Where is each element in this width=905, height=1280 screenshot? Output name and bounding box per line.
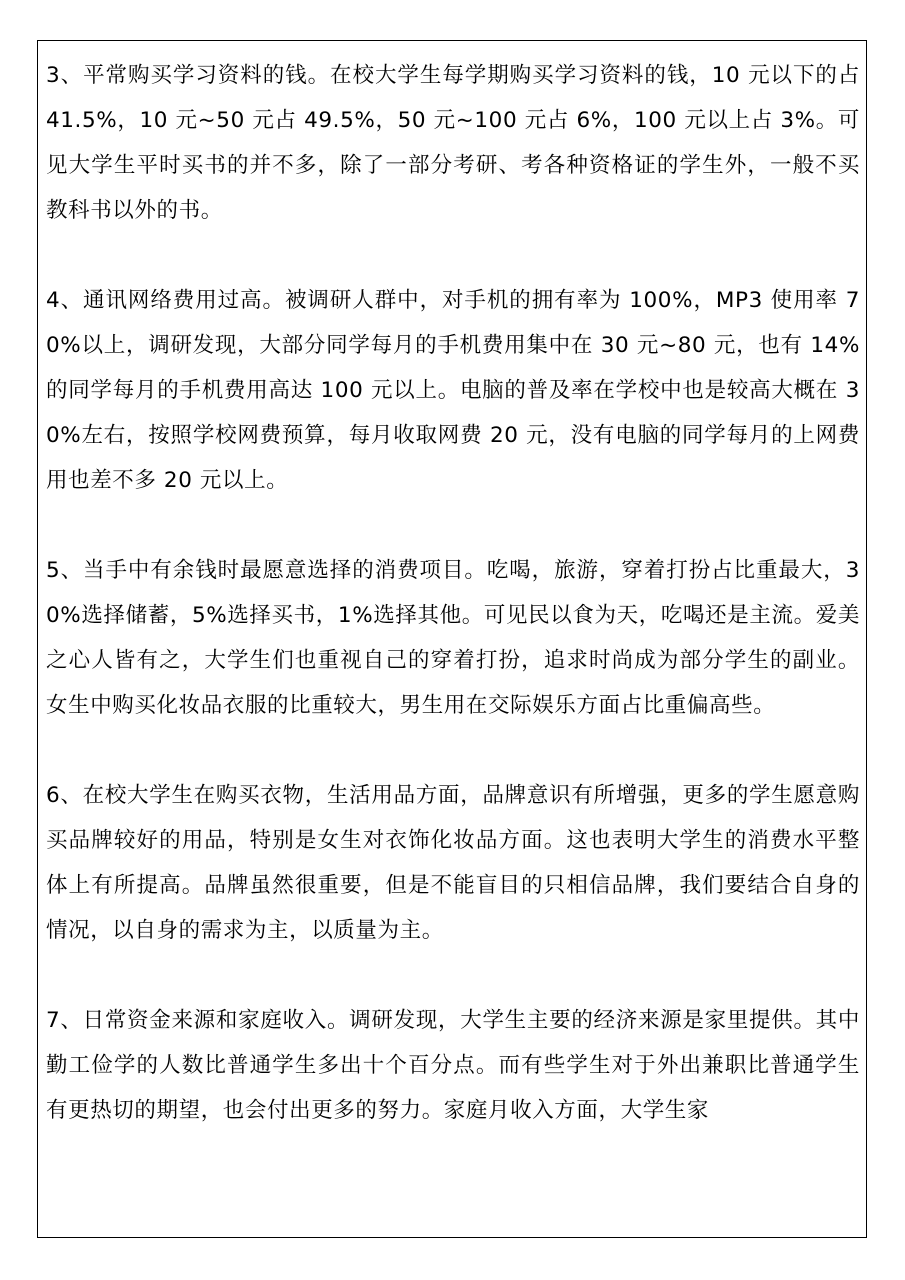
paragraph-income-sources: 7、日常资金来源和家庭收入。调研发现，大学生主要的经济来源是家里提供。其中勤工俭学的人数比普通学生多出十个百分点。而有些学生对于外出兼职比普通学生有更热切的期望，也会付出更多的努力。家庭月收入方面，大学生家 (46, 1008, 860, 1123)
document-body (46, 53, 860, 1133)
paragraph-communication-costs: 4、通讯网络费用过高。被调研人群中，对手机的拥有率为 100%，MP3 使用率 70%以上，调研发现，大部分同学每月的手机费用集中在 30 元~80 元，也有 14%的同学每月的手机费用高达 100 元以上。电脑的普及率在学校中也是较高大概在 30%左右，按照学校网费预算，每月收取网费 20 元，没有电脑的同学每月的上网费用也差不多 20 元以上。 (46, 288, 860, 493)
paragraph-study-materials: 3、平常购买学习资料的钱。在校大学生每学期购买学习资料的钱，10 元以下的占 41.5%，10 元~50 元占 49.5%，50 元~100 元占 6%，100 元以上占 3%。可见大学生平时买书的并不多，除了一部分考研、考各种资格证的学生外，一般不买教科书以外的书。 (46, 63, 860, 223)
paragraph-spare-money-spending: 5、当手中有余钱时最愿意选择的消费项目。吃喝，旅游，穿着打扮占比重最大，30%选择储蓄，5%选择买书，1%选择其他。可见民以食为天，吃喝还是主流。爱美之心人皆有之，大学生们也重视自己的穿着打扮，追求时尚成为部分学生的副业。女生中购买化妆品衣服的比重较大，男生用在交际娱乐方面占比重偏高些。 (46, 558, 860, 718)
page-frame (37, 40, 867, 1238)
paragraph-brand-awareness: 6、在校大学生在购买衣物，生活用品方面，品牌意识有所增强，更多的学生愿意购买品牌较好的用品，特别是女生对衣饰化妆品方面。这也表明大学生的消费水平整体上有所提高。品牌虽然很重要，但是不能盲目的只相信品牌，我们要结合自身的情况，以自身的需求为主，以质量为主。 (46, 783, 860, 943)
